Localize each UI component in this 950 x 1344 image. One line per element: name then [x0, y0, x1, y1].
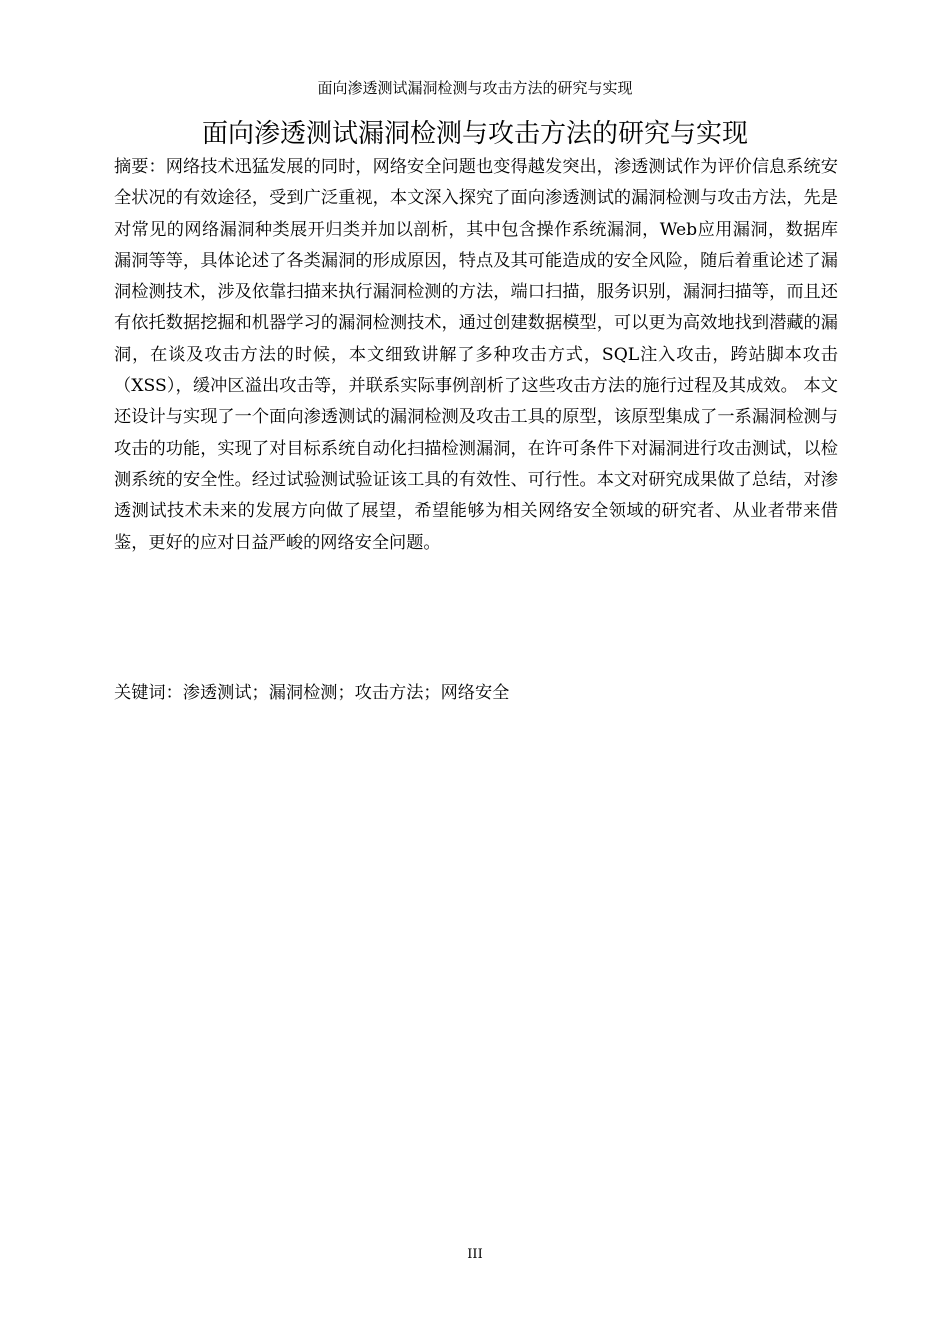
keywords-label: 关键词： [114, 683, 183, 703]
abstract-label: 摘要： [114, 157, 166, 177]
abstract-paragraph [114, 152, 838, 559]
running-header: 面向渗透测试漏洞检测与攻击方法的研究与实现 [317, 79, 633, 97]
keywords-line [114, 678, 838, 709]
keywords-text: 渗透测试；漏洞检测；攻击方法；网络安全 [182, 683, 510, 703]
page-number: III [467, 1247, 483, 1262]
abstract-text: 网络技术迅猛发展的同时，网络安全问题也变得越发突出，渗透测试作为评价信息系统安全状况的有效途径，受到广泛重视，本文深入探究了面向渗透测试的漏洞检测与攻击方法，先是对常见的网络漏洞种类展开归类并加以剖析，其中包含操作系统漏洞，Web应用漏洞，数据库漏洞等等，具体论述了各类漏洞的形成原因，特点及其可能造成的安全风险，随后着重论述了漏洞检测技术，涉及依靠扫描来执行漏洞检测的方法，端口扫描，服务识别，漏洞扫描等，而且还有依托数据挖掘和机器学习的漏洞检测技术，通过创建数据模型，可以更为高效地找到潜藏的漏洞，在谈及攻击方法的时候，本文细致讲解了多种攻击方式，SQL注入攻击，跨站脚本攻击（XSS），缓冲区溢出攻击等，并联系实际事例剖析了这些攻击方法的施行过程及其成效。 本文还设计与实现了一个面向渗透测试的漏洞检测及攻击工具的原型，该原型集成了一系漏洞检测与攻击的功能，实现了对目标系统自动化扫描检测漏洞，在许可条件下对漏洞进行攻击测试，以检测系统的安全性。经过试验测试验证该工具的有效性、可行性。本文对研究成果做了总结，对渗透测试技术未来的发展方向做了展望，希望能够为相关网络安全领域的研究者、从业者带来借鉴，更好的应对日益严峻的网络安全问题。 [114, 157, 838, 553]
document-title: 面向渗透测试漏洞检测与攻击方法的研究与实现 [201, 119, 748, 149]
